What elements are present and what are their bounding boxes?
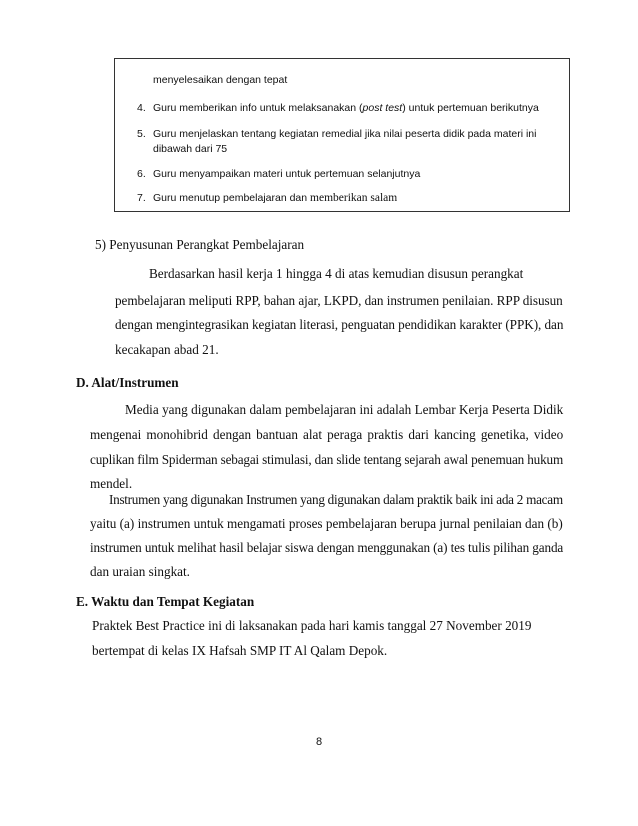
section-e-line: Praktek Best Practice ini di laksanakan pada hari kamis tanggal 27 November 2019 — [92, 618, 532, 633]
list-continuation: menyelesaikan dengan tepat — [153, 74, 288, 86]
section-5-line: dengan mengintegrasikan kegiatan literasi, penguatan pendidikan karakter (PPK), dan — [115, 317, 564, 332]
section-d-line: cuplikan film Spiderman sebagai stimulasi, dan slide tentang sejarah awal penemuan hukum — [90, 452, 564, 467]
section-d-line: dan uraian singkat. — [90, 564, 190, 579]
list-item-number: 4. — [137, 102, 146, 114]
section-d-line: Media yang digunakan dalam pembelajaran ini adalah Lembar Kerja Peserta Didik — [125, 402, 564, 417]
list-item-number: 7. — [137, 192, 146, 204]
list-item-6: Guru menyampaikan materi untuk pertemuan selanjutnya — [153, 168, 421, 180]
list-item-4 — [153, 101, 539, 115]
section-d-line: yaitu (a) instrumen untuk mengamati proses pembelajaran berupa jurnal penilaian dan (b) — [90, 516, 563, 531]
section-5-line: pembelajaran meliputi RPP, bahan ajar, LKPD, dan instrumen penilaian. RPP disusun — [115, 293, 563, 308]
section-e-line: bertempat di kelas IX Hafsah SMP IT Al Qalam Depok. — [92, 643, 388, 658]
section-d-line: instrumen untuk melihat hasil belajar siswa dengan menggunakan (a) tes tulis pilihan ganda — [90, 540, 564, 555]
section-d-heading: D. Alat/Instrumen — [76, 375, 179, 390]
section-d-line: mengenai monohibrid dengan bantuan alat peraga praktis dari kancing genetika, video — [90, 427, 564, 442]
list-item-italic: post test — [362, 102, 403, 114]
list-item-text: Guru menutup pembelajaran dan — [153, 192, 311, 204]
section-5-title: 5) Penyusunan Perangkat Pembelajaran — [95, 237, 305, 252]
list-item-text: ) untuk pertemuan berikutnya — [402, 102, 539, 114]
list-item-text: Guru memberikan info untuk melaksanakan ( — [153, 102, 363, 114]
section-5-line: Berdasarkan hasil kerja 1 hingga 4 di atas kemudian disusun perangkat — [149, 266, 524, 281]
section-d-line: mendel. — [90, 476, 133, 491]
list-item-5-line2: dibawah dari 75 — [153, 143, 228, 155]
page-number: 8 — [315, 736, 323, 748]
section-5-line: kecakapan abad 21. — [115, 342, 219, 357]
list-item-number: 6. — [137, 168, 146, 180]
list-item-5-line1: Guru menjelaskan tentang kegiatan remedial jika nilai peserta didik pada materi ini — [153, 128, 537, 140]
section-d-line: Instrumen yang digunakan Instrumen yang digunakan dalam praktik baik ini ada 2 macam — [109, 492, 563, 507]
list-item-number: 5. — [137, 128, 146, 140]
list-item-text: memberikan salam — [310, 192, 398, 204]
list-item-7 — [153, 191, 397, 206]
activity-list-box — [114, 58, 570, 212]
section-e-heading: E. Waktu dan Tempat Kegiatan — [76, 594, 255, 609]
